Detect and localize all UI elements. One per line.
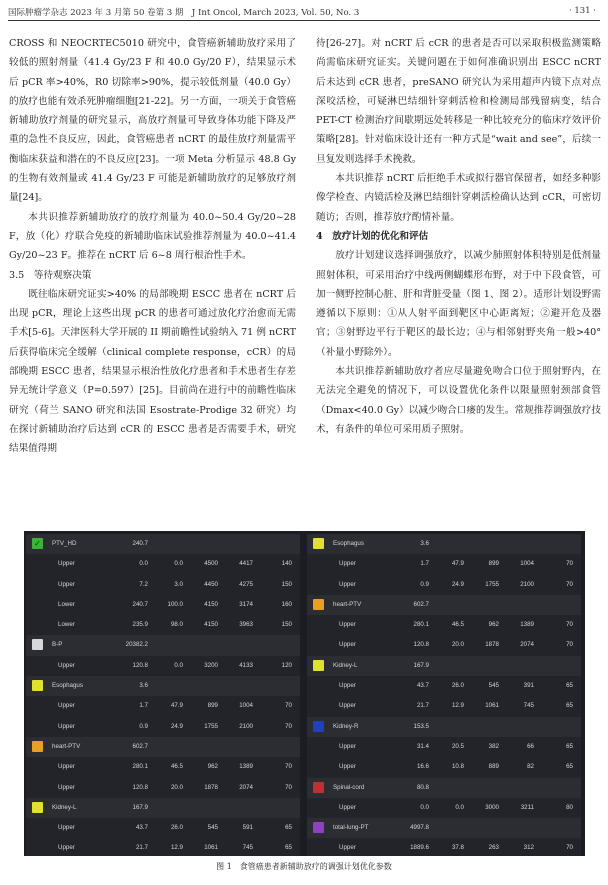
objective-value[interactable]: 70 xyxy=(566,844,573,852)
objective-value[interactable]: 3.0 xyxy=(174,580,183,588)
objective-value[interactable]: 65 xyxy=(566,682,573,690)
objective-value[interactable]: 70 xyxy=(285,763,292,771)
left-column xyxy=(9,34,296,459)
structure-color-swatch-icon[interactable] xyxy=(32,680,43,691)
section-heading-4 xyxy=(316,227,601,246)
objective-value[interactable]: 745 xyxy=(523,702,534,710)
structure-volume: 167.9 xyxy=(413,661,429,669)
objective-value[interactable]: 280.1 xyxy=(132,763,148,771)
objective-value[interactable]: 4150 xyxy=(204,600,218,608)
structure-row[interactable] xyxy=(307,534,581,554)
objective-value[interactable]: 591 xyxy=(242,824,253,832)
objective-value[interactable]: 120.8 xyxy=(413,641,429,649)
structure-color-swatch-icon[interactable] xyxy=(313,782,324,793)
objective-value[interactable]: 391 xyxy=(523,682,534,690)
structure-volume: 602.7 xyxy=(132,742,148,750)
objective-value[interactable]: 962 xyxy=(488,621,499,629)
objective-value[interactable]: 1889.6 xyxy=(410,844,429,852)
objective-type: Upper xyxy=(58,844,75,852)
structure-volume: 602.7 xyxy=(413,600,429,608)
structure-volume: 80.8 xyxy=(416,783,429,791)
objective-type: Upper xyxy=(58,722,75,730)
objective-value[interactable]: 47.9 xyxy=(170,702,183,710)
objective-value[interactable]: 120 xyxy=(281,661,292,669)
journal-info: 国际肿瘤学杂志 2023 年 3 月第 50 卷第 3 期 J Int Oncol, March 2023, Vol. 50, No. 3 xyxy=(8,8,360,18)
section-heading-3-5 xyxy=(9,266,296,285)
objective-value[interactable]: 1389 xyxy=(520,621,534,629)
objective-type: Upper xyxy=(339,763,356,771)
structure-color-swatch-icon[interactable] xyxy=(32,741,43,752)
figure-caption: 图 1 食管癌患者新辅助放疗的调强计划优化参数 xyxy=(216,862,392,871)
objective-type: Upper xyxy=(58,783,75,791)
structure-row[interactable] xyxy=(26,534,300,554)
structure-color-swatch-icon[interactable] xyxy=(313,660,324,671)
objective-row[interactable] xyxy=(307,696,581,716)
objective-type: Upper xyxy=(339,742,356,750)
objective-value[interactable]: 70 xyxy=(285,702,292,710)
paragraph: 既往临床研究证实>40% 的局部晚期 ESCC 患者在 nCRT 后出现 pCR，理论上这些出现 pCR 的患者可通过放化疗治愈而无需手术[5-6]。天津医科大学开展的 II 期前瞻性试验纳入 71 例 nCRT 后获得临床完全缓解（clinical complete response，cCR）的局部晚期 ESCC 患者，结果显示根治性放化疗患者和手术患者生存差异无统计学意义（P=0.597）[25]。目前尚在进行中的前瞻性临床研究（荷兰 SANO 研究和法国 Esostrate-Prodige 32 研究）均在探讨新辅助治疗后达到 cCR 的 ESCC 患者是否需要手术，研究结果值得期 xyxy=(9,288,296,455)
structure-color-swatch-icon[interactable] xyxy=(313,721,324,732)
objective-value[interactable]: 2074 xyxy=(239,783,253,791)
objective-row[interactable] xyxy=(26,717,300,737)
objective-value[interactable]: 1061 xyxy=(485,702,499,710)
objective-value[interactable]: 37.8 xyxy=(451,844,464,852)
structure-row[interactable] xyxy=(26,737,300,757)
objective-row[interactable] xyxy=(307,798,581,818)
objective-value[interactable]: 20.0 xyxy=(451,641,464,649)
structure-volume: 3.6 xyxy=(420,540,429,547)
objective-value[interactable]: 899 xyxy=(488,560,499,568)
objective-row[interactable] xyxy=(26,595,300,615)
structure-name: B-P xyxy=(52,641,63,649)
objective-value[interactable]: 16.6 xyxy=(416,763,429,771)
objective-value[interactable]: 240.7 xyxy=(132,600,148,608)
objective-row[interactable] xyxy=(307,737,581,757)
structure-row[interactable] xyxy=(307,778,581,798)
objective-value[interactable]: 26.0 xyxy=(170,824,183,832)
right-column xyxy=(316,34,601,439)
section-number: 4 xyxy=(316,230,323,242)
objective-value[interactable]: 46.5 xyxy=(451,621,464,629)
structure-row[interactable] xyxy=(307,656,581,676)
structure-name: Spinal-cord xyxy=(333,783,365,791)
objective-value[interactable]: 889 xyxy=(488,763,499,771)
objective-row[interactable] xyxy=(26,575,300,595)
objective-value[interactable]: 263 xyxy=(488,844,499,852)
figure-1-screenshot xyxy=(24,531,585,856)
structure-color-swatch-icon[interactable] xyxy=(32,802,43,813)
objective-value[interactable]: 2100 xyxy=(239,722,253,730)
objective-type: Upper xyxy=(58,580,75,588)
objective-type: Upper xyxy=(339,641,356,649)
objective-value[interactable]: 70 xyxy=(566,560,573,568)
objective-row[interactable] xyxy=(307,615,581,635)
objective-value[interactable]: 150 xyxy=(281,580,292,588)
objective-value[interactable]: 65 xyxy=(566,742,573,750)
objective-value[interactable]: 160 xyxy=(281,600,292,608)
objective-value[interactable]: 0.0 xyxy=(420,803,429,811)
objective-type: Upper xyxy=(58,824,75,832)
objective-value[interactable]: 65 xyxy=(566,763,573,771)
page-number: · 131 · xyxy=(568,6,596,16)
structure-name: Kidney-L xyxy=(52,803,77,811)
structure-name: heart-PTV xyxy=(52,742,81,750)
objective-value[interactable]: 12.9 xyxy=(451,702,464,710)
objective-value[interactable]: 2074 xyxy=(520,641,534,649)
structure-row[interactable] xyxy=(26,676,300,696)
structure-row[interactable] xyxy=(307,595,581,615)
objective-row[interactable] xyxy=(307,838,581,856)
structure-name: PTV_HD xyxy=(52,540,77,547)
figure-left-panel xyxy=(26,534,300,856)
objective-value[interactable]: 1004 xyxy=(239,702,253,710)
objective-type: Upper xyxy=(339,844,356,852)
objective-value[interactable]: 98.0 xyxy=(170,621,183,629)
objective-value[interactable]: 66 xyxy=(527,742,534,750)
objective-value[interactable]: 4150 xyxy=(204,621,218,629)
objective-value[interactable]: 4275 xyxy=(239,580,253,588)
paragraph: 本共识推荐新辅助放疗的放疗剂量为 40.0~50.4 Gy/20~28 F，放（化）疗联合免疫的新辅助临床试验推荐剂量为 40.0~41.4 Gy/20~23 F。推荐在 nCRT 后 6~8 周行根治性手术。 xyxy=(9,211,296,262)
objective-row[interactable] xyxy=(307,676,581,696)
objective-value[interactable]: 0.0 xyxy=(174,661,183,669)
objective-type: Lower xyxy=(58,600,75,608)
structure-color-swatch-icon[interactable] xyxy=(313,538,324,549)
section-number: 3.5 xyxy=(9,269,25,281)
structure-color-swatch-icon[interactable] xyxy=(313,822,324,833)
objective-value[interactable]: 70 xyxy=(566,580,573,588)
objective-value[interactable]: 20.5 xyxy=(451,742,464,750)
objective-value[interactable]: 4417 xyxy=(239,560,253,568)
objective-row[interactable] xyxy=(26,838,300,856)
structure-name: heart-PTV xyxy=(333,600,362,608)
objective-value[interactable]: 43.7 xyxy=(135,824,148,832)
objective-value[interactable]: 7.2 xyxy=(139,580,148,588)
section-title: 放疗计划的优化和评估 xyxy=(332,230,429,242)
objective-value[interactable]: 0.9 xyxy=(139,722,148,730)
objective-value[interactable]: 382 xyxy=(488,742,499,750)
objective-value[interactable]: 70 xyxy=(285,783,292,791)
objective-value[interactable]: 962 xyxy=(207,763,218,771)
objective-value[interactable]: 70 xyxy=(566,621,573,629)
paragraph: 本共识推荐 nCRT 后拒绝手术或拟行器官保留者，如经多种影像学检查、内镜活检及淋巴结细针穿刺活检确认达到 cCR，可密切随访；否则，推荐放疗酌情补量。 xyxy=(316,173,601,223)
objective-value[interactable]: 4500 xyxy=(204,560,218,568)
objective-value[interactable]: 0.0 xyxy=(139,560,148,568)
objective-value[interactable]: 65 xyxy=(566,702,573,710)
objective-value[interactable]: 21.7 xyxy=(416,702,429,710)
objective-value[interactable]: 3200 xyxy=(204,661,218,669)
objective-value[interactable]: 545 xyxy=(488,682,499,690)
structure-volume: 3.6 xyxy=(139,682,148,690)
objective-value[interactable]: 1878 xyxy=(485,641,499,649)
objective-value[interactable]: 10.8 xyxy=(451,763,464,771)
objective-type: Upper xyxy=(58,702,75,710)
objective-type: Upper xyxy=(339,702,356,710)
objective-type: Upper xyxy=(58,560,75,568)
objective-value[interactable]: 150 xyxy=(281,621,292,629)
paragraph: 待[26-27]。对 nCRT 后 cCR 的患者是否可以采取积极监测策略尚需临床研究证实。关键问题在于如何准确识别出 ESCC nCRT 后未达到 cCR 患者，preSANO 研究认为采用超声内镜下点对点深咬活检，可疑淋巴结细针穿刺活检和检测局部残留病变，结合 PET-CT 检测治疗间歇期远处转移是一种比较充分的临床疗效评价策略[28]。针对临床设计还有一种方式是“wait and see”，后续一旦复发则选择手术挽救。 xyxy=(316,38,601,165)
structure-volume: 167.9 xyxy=(132,803,148,811)
objective-type: Upper xyxy=(339,682,356,690)
objective-value[interactable]: 47.9 xyxy=(451,560,464,568)
structure-row[interactable] xyxy=(26,798,300,818)
paragraph: 放疗计划建议选择调强放疗，以减少肺照射体积特别是低剂量照射体积，可采用治疗中线两侧蝴蝶形布野，对于中下段食管，可加一侧野控制心脏、肝和背脏受量（图 1、图 2）。适形计划设野需遵循以下原则：①从人射平面到靶区中心距离短；②避开危及器官；③射野边平行于靶区的最长边；④与相邻射野夹角一般>40°（补量小野除外）。 xyxy=(316,250,601,358)
objective-row[interactable] xyxy=(307,575,581,595)
objective-value[interactable]: 312 xyxy=(523,844,534,852)
objective-value[interactable]: 899 xyxy=(207,702,218,710)
objective-value[interactable]: 280.1 xyxy=(413,621,429,629)
objective-value[interactable]: 1.7 xyxy=(139,702,148,710)
figure-right-panel xyxy=(307,534,581,856)
objective-row[interactable] xyxy=(307,554,581,574)
objective-type: Upper xyxy=(339,580,356,588)
objective-value[interactable]: 0.0 xyxy=(455,803,464,811)
structure-row[interactable] xyxy=(26,635,300,655)
structure-color-swatch-icon[interactable] xyxy=(313,599,324,610)
objective-value[interactable]: 82 xyxy=(527,763,534,771)
objective-value[interactable]: 745 xyxy=(242,844,253,852)
structure-name: Kidney-L xyxy=(333,661,358,669)
objective-type: Upper xyxy=(58,763,75,771)
objective-value[interactable]: 0.9 xyxy=(420,580,429,588)
objective-row[interactable] xyxy=(26,778,300,798)
objective-value[interactable]: 1878 xyxy=(204,783,218,791)
objective-value[interactable]: 31.4 xyxy=(416,742,429,750)
objective-value[interactable]: 4450 xyxy=(204,580,218,588)
section-title: 等待观察决策 xyxy=(33,269,92,281)
objective-value[interactable]: 120.8 xyxy=(132,661,148,669)
objective-value[interactable]: 2100 xyxy=(520,580,534,588)
objective-row[interactable] xyxy=(26,696,300,716)
structure-name: Esophagus xyxy=(52,682,83,690)
objective-value[interactable]: 46.5 xyxy=(170,763,183,771)
objective-value[interactable]: 1755 xyxy=(204,722,218,730)
structure-color-swatch-icon[interactable] xyxy=(32,639,43,650)
structure-name: Esophagus xyxy=(333,540,364,547)
objective-value[interactable]: 43.7 xyxy=(416,682,429,690)
objective-value[interactable]: 3963 xyxy=(239,621,253,629)
paragraph: CROSS 和 NEOCRTEC5010 研究中，食管癌新辅助放疗采用了较低的照射剂量（41.4 Gy/23 F 和 40.0 Gy/20 F），结果显示术后 pCR 率>40%，R0 切除率>90%，提示较低剂量（40.0 Gy）的放疗也能有效杀死肿瘤细胞[21-22]。另一方面，一项关于食管癌新辅助放疗剂量的研究显示，高放疗剂量可导致身体功能下降及严重的急性不良反应，因此，食管癌患者 nCRT 的最佳放疗剂量需平衡临床获益和潜在的不良反应[23]。一项 Meta 分析显示 48.8 Gy 的生物有效剂量或 41.4 Gy/23 F 可能是新辅助放疗的足够放疗剂量[24]。 xyxy=(9,38,296,204)
structure-volume: 240.7 xyxy=(132,540,148,547)
objective-type: Upper xyxy=(339,621,356,629)
objective-value[interactable]: 120.8 xyxy=(132,783,148,791)
objective-row[interactable] xyxy=(307,757,581,777)
objective-value[interactable]: 3211 xyxy=(520,803,534,811)
objective-type: Upper xyxy=(339,560,356,568)
objective-type: Upper xyxy=(58,661,75,669)
objective-row[interactable] xyxy=(26,554,300,574)
objective-type: Upper xyxy=(339,803,356,811)
objective-value[interactable]: 3000 xyxy=(485,803,499,811)
structure-volume: 20382.2 xyxy=(125,641,148,649)
objective-value[interactable]: 100.0 xyxy=(167,600,183,608)
objective-value[interactable]: 235.9 xyxy=(132,621,148,629)
structure-name: Kidney-R xyxy=(333,722,359,730)
objective-value[interactable]: 12.9 xyxy=(170,844,183,852)
objective-row[interactable] xyxy=(26,656,300,676)
objective-value[interactable]: 4133 xyxy=(239,661,253,669)
objective-value[interactable]: 140 xyxy=(281,560,292,568)
structure-volume: 4997.8 xyxy=(410,824,429,832)
running-header xyxy=(8,4,600,21)
objective-value[interactable]: 80 xyxy=(566,803,573,811)
objective-value[interactable]: 1389 xyxy=(239,763,253,771)
objective-value[interactable]: 1061 xyxy=(204,844,218,852)
objective-value[interactable]: 20.0 xyxy=(170,783,183,791)
objective-value[interactable]: 1004 xyxy=(520,560,534,568)
objective-row[interactable] xyxy=(26,757,300,777)
objective-value[interactable]: 24.9 xyxy=(170,722,183,730)
objective-value[interactable]: 1.7 xyxy=(420,560,429,568)
objective-type: Lower xyxy=(58,621,75,629)
structure-volume: 153.5 xyxy=(413,722,429,730)
objective-value[interactable]: 0.0 xyxy=(174,560,183,568)
structure-color-swatch-icon[interactable]: ✓ xyxy=(32,538,43,549)
objective-value[interactable]: 70 xyxy=(566,641,573,649)
objective-row[interactable] xyxy=(26,615,300,635)
objective-row[interactable] xyxy=(307,635,581,655)
objective-value[interactable]: 65 xyxy=(285,824,292,832)
objective-value[interactable]: 1755 xyxy=(485,580,499,588)
objective-value[interactable]: 21.7 xyxy=(135,844,148,852)
structure-name: total-lung-PT xyxy=(333,824,369,832)
objective-row[interactable] xyxy=(26,818,300,838)
structure-row[interactable] xyxy=(307,717,581,737)
paragraph: 本共识推荐新辅助放疗者应尽量避免吻合口位于照射野内，在无法完全避免的情况下，可以设置优化条件以限量照射颈部食管（Dmax<40.0 Gy）以减少吻合口瘘的发生。常规推荐调强放疗技术，有条件的单位可采用质子照射。 xyxy=(316,366,601,435)
objective-value[interactable]: 65 xyxy=(285,844,292,852)
objective-value[interactable]: 3174 xyxy=(239,600,253,608)
objective-value[interactable]: 26.0 xyxy=(451,682,464,690)
objective-value[interactable]: 545 xyxy=(207,824,218,832)
objective-value[interactable]: 24.9 xyxy=(451,580,464,588)
structure-row[interactable] xyxy=(307,818,581,838)
objective-value[interactable]: 70 xyxy=(285,722,292,730)
